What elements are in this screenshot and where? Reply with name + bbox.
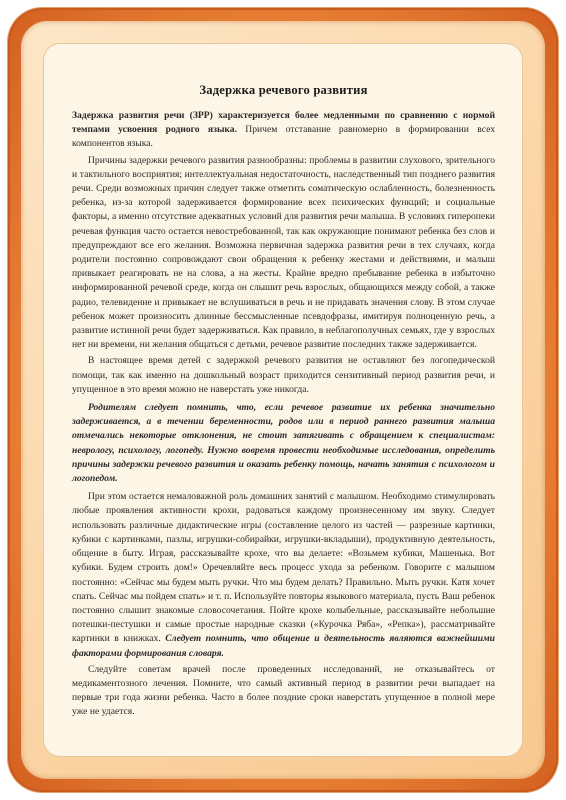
article-body [72,83,495,722]
paragraph-doctors-advice: Следуйте советам врачей после проведенных исследований, не отказывайтесь от медикаментозного лечения. Помните, что самый активный период в развитии речи выпадает на первые три года жизни ребенка. Часто в более поздние сроки наверстать упущенное в полной мере уже не удается. [72,663,495,718]
home-activities-emphasis: Следует помнить, что общение и деятельность являются важнейшими факторами формирования словаря. [72,633,496,659]
paragraph-parents-advice: Родителям следует помнить, что, если речевое развитие их ребенка значительно задерживается, а в течении беременности, родов или в период раннего развития малыша отмечались некоторые отклонения, не стоит затягивать с обращением к специалистам: неврологу, психологу, логопеду. Нужно вовремя провести необходимые исследования, определить причины задержки речевого развития и оказать ребенку помощь, начать занятия с психологом и логопедом. [72,402,495,485]
paragraph-speech-therapy: В настоящее время детей с задержкой речевого развития не оставляют без логопедической помощи, так как именно на дошкольный возраст приходится сензитивный период развития речи, и упущенное в это время можно не наверстать уже никогда. [72,355,495,395]
definition-rest-text: Причем отставание равномерно в формировании всех компонентов языка. [72,124,496,150]
definition-bold-text: Задержка развития речи (ЗРР) характеризуется более медленными по сравнению с нормой темпами усвоения родного языка. [72,110,495,136]
text-panel [44,44,522,756]
article-title: Задержка речевого развития [199,83,368,97]
home-activities-text: При этом остается немаловажной роль домашних занятий с малышом. Необходимо стимулировать любые проявления активности крохи, радоваться каждому произнесенному им звуку. Следует использовать различные дидактические игры (составление целого из частей — разрезные картинки, кубики с картинками, пазлы, игрушки-собирайки, игрушки-вкладыши), продуктивную деятельность, общение в быту. Играя, рассказывайте крохе, что вы делаете: «Возьмем кубики, Машенька. Вот кубики. Будем строить дом!» Оречевляйте весь процесс ухода за ребенком. Говорите с малышом постоянно: «Сейчас мы будем мыть ручки. Что мы будем делать? Правильно. Мыть ручки. Катя хочет спать. Сейчас мы пойдем спать» и т. п. Используйте повторы языкового материала, пусть Ваш ребенок постоянно слышит знакомые словосочетания. Пойте крохе колыбельные, рассказывайте небольшие потешки-пестушки и самые простые народные сказки («Курочка Ряба», «Репка»), рассматривайте картинки в книжках. [72,491,495,645]
paragraph-home-activities [72,490,495,660]
paragraph-definition [72,109,495,152]
paragraph-causes: Причины задержки речевого развития разнообразны: проблемы в развитии слухового, зрительного и тактильного восприятия; интеллектуальная недостаточность, наследственный тип позднего развития речи. Среди возможных причин следует также отметить соматическую ослабленность, болезненность ребенка, из-за которой задерживается формирование всех психических функций; и социальные факторы, а именно отсутствие адекватных условий для развития речи малыша. В условиях гиперопеки речевая функция часто остается невостребованной, так как окружающие понимают ребенка без слов и предупреждают все его желания. Возможна первичная задержка развития речи в тех случаях, когда родители постоянно сопровождают свои обращения к ребенку жестами и действиями, и малыш привыкает реагировать не на слова, а на жесты. Крайне вредно пребывание ребенка в избыточно информированной речевой среде, когда он слышит речь взрослых, общающихся между собой, а также радио, телевидение и привыкает не вслушиваться в речь и не придавать значения слову. В этом случае ребенок может произносить длинные бессмысленные псевдофразы, имитируя полноценную речь, а развитие истинной речи будет задерживаться. Как правило, в неблагополучных семьях, где у взрослых нет ни времени, ни желания общаться с детьми, речевое развитие последних также задерживается. [72,154,495,351]
